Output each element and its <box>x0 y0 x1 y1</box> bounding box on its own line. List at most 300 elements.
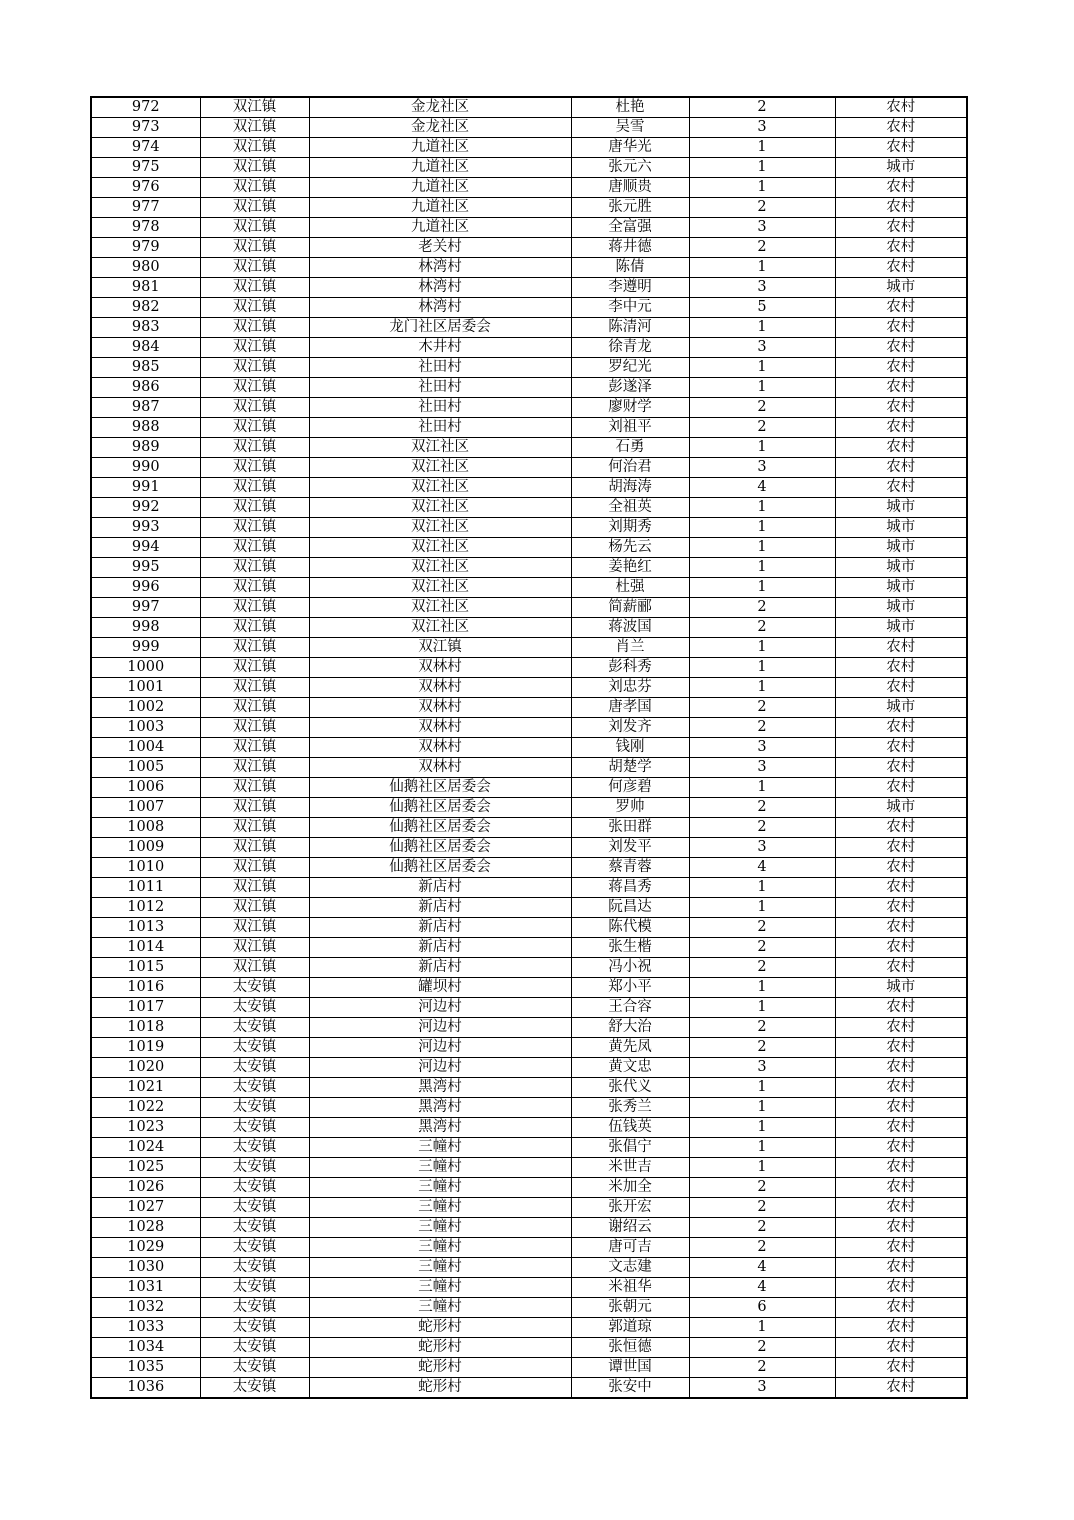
village-cell: 双林村 <box>309 738 571 758</box>
name-cell: 杨先云 <box>571 538 689 558</box>
row-number-cell: 988 <box>91 418 200 438</box>
row-number-cell: 974 <box>91 138 200 158</box>
village-cell: 社田村 <box>309 398 571 418</box>
name-cell: 罗帅 <box>571 798 689 818</box>
row-number-cell: 1016 <box>91 978 200 998</box>
type-cell: 农村 <box>835 1178 967 1198</box>
name-cell: 唐孝国 <box>571 698 689 718</box>
table-row <box>91 738 967 758</box>
town-cell: 太安镇 <box>200 1118 309 1138</box>
town-cell: 双江镇 <box>200 918 309 938</box>
village-cell: 三幢村 <box>309 1258 571 1278</box>
name-cell: 张生楷 <box>571 938 689 958</box>
row-number-cell: 999 <box>91 638 200 658</box>
town-cell: 双江镇 <box>200 738 309 758</box>
type-cell: 农村 <box>835 998 967 1018</box>
row-number-cell: 1009 <box>91 838 200 858</box>
town-cell: 太安镇 <box>200 978 309 998</box>
name-cell: 何彦碧 <box>571 778 689 798</box>
town-cell: 双江镇 <box>200 758 309 778</box>
village-cell: 仙鹅社区居委会 <box>309 838 571 858</box>
town-cell: 双江镇 <box>200 838 309 858</box>
count-cell: 1 <box>689 378 835 398</box>
village-cell: 河边村 <box>309 1018 571 1038</box>
village-cell: 黑湾村 <box>309 1098 571 1118</box>
town-cell: 双江镇 <box>200 518 309 538</box>
town-cell: 双江镇 <box>200 398 309 418</box>
town-cell: 双江镇 <box>200 478 309 498</box>
type-cell: 农村 <box>835 878 967 898</box>
type-cell: 农村 <box>835 718 967 738</box>
village-cell: 三幢村 <box>309 1158 571 1178</box>
name-cell: 全富强 <box>571 218 689 238</box>
table-row <box>91 358 967 378</box>
name-cell: 张秀兰 <box>571 1098 689 1118</box>
row-number-cell: 1008 <box>91 818 200 838</box>
count-cell: 3 <box>689 838 835 858</box>
type-cell: 城市 <box>835 578 967 598</box>
table-row <box>91 1098 967 1118</box>
name-cell: 蒋昌秀 <box>571 878 689 898</box>
type-cell: 城市 <box>835 618 967 638</box>
town-cell: 太安镇 <box>200 1358 309 1378</box>
table-row <box>91 1118 967 1138</box>
table-row <box>91 878 967 898</box>
count-cell: 1 <box>689 498 835 518</box>
town-cell: 双江镇 <box>200 298 309 318</box>
table-row <box>91 238 967 258</box>
row-number-cell: 1032 <box>91 1298 200 1318</box>
village-cell: 仙鹅社区居委会 <box>309 778 571 798</box>
village-cell: 社田村 <box>309 418 571 438</box>
village-cell: 老关村 <box>309 238 571 258</box>
village-cell: 仙鹅社区居委会 <box>309 798 571 818</box>
row-number-cell: 1028 <box>91 1218 200 1238</box>
name-cell: 彭科秀 <box>571 658 689 678</box>
town-cell: 双江镇 <box>200 638 309 658</box>
name-cell: 黄文忠 <box>571 1058 689 1078</box>
town-cell: 双江镇 <box>200 218 309 238</box>
table-row <box>91 1238 967 1258</box>
type-cell: 农村 <box>835 218 967 238</box>
count-cell: 3 <box>689 118 835 138</box>
count-cell: 1 <box>689 518 835 538</box>
table-row <box>91 258 967 278</box>
row-number-cell: 1002 <box>91 698 200 718</box>
row-number-cell: 985 <box>91 358 200 378</box>
count-cell: 6 <box>689 1298 835 1318</box>
table-row <box>91 1138 967 1158</box>
village-cell: 金龙社区 <box>309 118 571 138</box>
table-row <box>91 858 967 878</box>
row-number-cell: 993 <box>91 518 200 538</box>
count-cell: 1 <box>689 1098 835 1118</box>
village-cell: 仙鹅社区居委会 <box>309 858 571 878</box>
village-cell: 林湾村 <box>309 298 571 318</box>
type-cell: 农村 <box>835 958 967 978</box>
table-row <box>91 198 967 218</box>
count-cell: 2 <box>689 238 835 258</box>
table-row <box>91 1258 967 1278</box>
row-number-cell: 1010 <box>91 858 200 878</box>
type-cell: 农村 <box>835 918 967 938</box>
type-cell: 城市 <box>835 498 967 518</box>
count-cell: 2 <box>689 198 835 218</box>
table-row <box>91 1038 967 1058</box>
row-number-cell: 981 <box>91 278 200 298</box>
town-cell: 太安镇 <box>200 1318 309 1338</box>
town-cell: 太安镇 <box>200 1038 309 1058</box>
type-cell: 农村 <box>835 178 967 198</box>
table-row <box>91 118 967 138</box>
table-row <box>91 438 967 458</box>
table-row <box>91 678 967 698</box>
type-cell: 农村 <box>835 318 967 338</box>
table-row <box>91 398 967 418</box>
count-cell: 3 <box>689 1378 835 1399</box>
row-number-cell: 1033 <box>91 1318 200 1338</box>
town-cell: 太安镇 <box>200 1058 309 1078</box>
type-cell: 农村 <box>835 658 967 678</box>
row-number-cell: 979 <box>91 238 200 258</box>
row-number-cell: 995 <box>91 558 200 578</box>
table-row <box>91 898 967 918</box>
type-cell: 农村 <box>835 398 967 418</box>
row-number-cell: 1001 <box>91 678 200 698</box>
name-cell: 廖财学 <box>571 398 689 418</box>
table-row <box>91 1298 967 1318</box>
table-row <box>91 638 967 658</box>
row-number-cell: 972 <box>91 97 200 118</box>
town-cell: 双江镇 <box>200 898 309 918</box>
count-cell: 2 <box>689 698 835 718</box>
name-cell: 蔡青蓉 <box>571 858 689 878</box>
table-row <box>91 978 967 998</box>
village-cell: 双林村 <box>309 758 571 778</box>
table-row <box>91 1338 967 1358</box>
table-row <box>91 278 967 298</box>
row-number-cell: 1036 <box>91 1378 200 1399</box>
village-cell: 龙门社区居委会 <box>309 318 571 338</box>
row-number-cell: 1019 <box>91 1038 200 1058</box>
town-cell: 双江镇 <box>200 678 309 698</box>
town-cell: 双江镇 <box>200 598 309 618</box>
town-cell: 双江镇 <box>200 458 309 478</box>
table-row <box>91 658 967 678</box>
table-row <box>91 298 967 318</box>
town-cell: 双江镇 <box>200 578 309 598</box>
village-cell: 新店村 <box>309 958 571 978</box>
town-cell: 双江镇 <box>200 358 309 378</box>
table-row <box>91 798 967 818</box>
table-row <box>91 578 967 598</box>
town-cell: 双江镇 <box>200 258 309 278</box>
table-row <box>91 1358 967 1378</box>
table-row <box>91 178 967 198</box>
type-cell: 城市 <box>835 558 967 578</box>
village-cell: 林湾村 <box>309 278 571 298</box>
row-number-cell: 983 <box>91 318 200 338</box>
table-row <box>91 698 967 718</box>
town-cell: 太安镇 <box>200 1198 309 1218</box>
name-cell: 张朝元 <box>571 1298 689 1318</box>
count-cell: 2 <box>689 958 835 978</box>
count-cell: 2 <box>689 1018 835 1038</box>
village-cell: 蛇形村 <box>309 1338 571 1358</box>
type-cell: 农村 <box>835 1038 967 1058</box>
village-cell: 社田村 <box>309 378 571 398</box>
table-row <box>91 1078 967 1098</box>
name-cell: 伍钱英 <box>571 1118 689 1138</box>
row-number-cell: 1023 <box>91 1118 200 1138</box>
village-cell: 双江社区 <box>309 438 571 458</box>
type-cell: 农村 <box>835 238 967 258</box>
table-row <box>91 1058 967 1078</box>
type-cell: 农村 <box>835 378 967 398</box>
town-cell: 双江镇 <box>200 878 309 898</box>
name-cell: 杜艳 <box>571 97 689 118</box>
type-cell: 农村 <box>835 898 967 918</box>
name-cell: 蒋波国 <box>571 618 689 638</box>
name-cell: 阮昌达 <box>571 898 689 918</box>
name-cell: 舒大治 <box>571 1018 689 1038</box>
row-number-cell: 1027 <box>91 1198 200 1218</box>
name-cell: 唐可吉 <box>571 1238 689 1258</box>
town-cell: 双江镇 <box>200 498 309 518</box>
name-cell: 肖兰 <box>571 638 689 658</box>
row-number-cell: 1017 <box>91 998 200 1018</box>
row-number-cell: 986 <box>91 378 200 398</box>
type-cell: 农村 <box>835 118 967 138</box>
type-cell: 农村 <box>835 97 967 118</box>
count-cell: 1 <box>689 578 835 598</box>
row-number-cell: 978 <box>91 218 200 238</box>
name-cell: 张元六 <box>571 158 689 178</box>
count-cell: 1 <box>689 978 835 998</box>
table-row <box>91 1278 967 1298</box>
village-cell: 黑湾村 <box>309 1118 571 1138</box>
row-number-cell: 982 <box>91 298 200 318</box>
type-cell: 农村 <box>835 458 967 478</box>
town-cell: 太安镇 <box>200 1378 309 1399</box>
village-cell: 新店村 <box>309 938 571 958</box>
count-cell: 1 <box>689 678 835 698</box>
type-cell: 城市 <box>835 158 967 178</box>
town-cell: 太安镇 <box>200 1258 309 1278</box>
village-cell: 三幢村 <box>309 1278 571 1298</box>
count-cell: 4 <box>689 1278 835 1298</box>
name-cell: 张元胜 <box>571 198 689 218</box>
row-number-cell: 1035 <box>91 1358 200 1378</box>
name-cell: 简薪郦 <box>571 598 689 618</box>
count-cell: 1 <box>689 138 835 158</box>
village-cell: 九道社区 <box>309 158 571 178</box>
row-number-cell: 1020 <box>91 1058 200 1078</box>
type-cell: 农村 <box>835 838 967 858</box>
type-cell: 农村 <box>835 1278 967 1298</box>
name-cell: 郑小平 <box>571 978 689 998</box>
count-cell: 1 <box>689 658 835 678</box>
name-cell: 李遵明 <box>571 278 689 298</box>
table-row <box>91 1158 967 1178</box>
table-row <box>91 138 967 158</box>
table-body <box>91 97 967 1398</box>
type-cell: 农村 <box>835 1338 967 1358</box>
count-cell: 1 <box>689 1158 835 1178</box>
count-cell: 1 <box>689 158 835 178</box>
table-row <box>91 1378 967 1399</box>
town-cell: 双江镇 <box>200 378 309 398</box>
name-cell: 文志建 <box>571 1258 689 1278</box>
name-cell: 罗纪光 <box>571 358 689 378</box>
town-cell: 太安镇 <box>200 1218 309 1238</box>
table-row <box>91 378 967 398</box>
name-cell: 陈清河 <box>571 318 689 338</box>
row-number-cell: 977 <box>91 198 200 218</box>
town-cell: 双江镇 <box>200 418 309 438</box>
table-row <box>91 318 967 338</box>
count-cell: 3 <box>689 758 835 778</box>
table-row <box>91 1218 967 1238</box>
count-cell: 3 <box>689 338 835 358</box>
row-number-cell: 980 <box>91 258 200 278</box>
village-cell: 河边村 <box>309 998 571 1018</box>
table-row <box>91 558 967 578</box>
row-number-cell: 997 <box>91 598 200 618</box>
town-cell: 双江镇 <box>200 818 309 838</box>
town-cell: 双江镇 <box>200 558 309 578</box>
town-cell: 双江镇 <box>200 438 309 458</box>
count-cell: 1 <box>689 1118 835 1138</box>
village-cell: 黑湾村 <box>309 1078 571 1098</box>
row-number-cell: 1026 <box>91 1178 200 1198</box>
count-cell: 2 <box>689 1178 835 1198</box>
town-cell: 双江镇 <box>200 158 309 178</box>
table-row <box>91 1198 967 1218</box>
count-cell: 1 <box>689 538 835 558</box>
table-row <box>91 418 967 438</box>
name-cell: 张恒德 <box>571 1338 689 1358</box>
name-cell: 张开宏 <box>571 1198 689 1218</box>
village-cell: 双江社区 <box>309 478 571 498</box>
village-cell: 金龙社区 <box>309 97 571 118</box>
row-number-cell: 987 <box>91 398 200 418</box>
type-cell: 农村 <box>835 738 967 758</box>
row-number-cell: 1000 <box>91 658 200 678</box>
town-cell: 太安镇 <box>200 1178 309 1198</box>
town-cell: 双江镇 <box>200 798 309 818</box>
village-cell: 新店村 <box>309 878 571 898</box>
count-cell: 2 <box>689 598 835 618</box>
table-row <box>91 778 967 798</box>
type-cell: 农村 <box>835 1378 967 1399</box>
town-cell: 双江镇 <box>200 318 309 338</box>
row-number-cell: 1004 <box>91 738 200 758</box>
count-cell: 1 <box>689 898 835 918</box>
table-row <box>91 718 967 738</box>
name-cell: 米祖华 <box>571 1278 689 1298</box>
name-cell: 米世吉 <box>571 1158 689 1178</box>
count-cell: 2 <box>689 97 835 118</box>
type-cell: 农村 <box>835 1298 967 1318</box>
count-cell: 1 <box>689 778 835 798</box>
table-row <box>91 758 967 778</box>
type-cell: 农村 <box>835 1358 967 1378</box>
row-number-cell: 1014 <box>91 938 200 958</box>
count-cell: 1 <box>689 178 835 198</box>
type-cell: 农村 <box>835 1118 967 1138</box>
name-cell: 刘忠芬 <box>571 678 689 698</box>
town-cell: 双江镇 <box>200 278 309 298</box>
town-cell: 太安镇 <box>200 1018 309 1038</box>
village-cell: 三幢村 <box>309 1178 571 1198</box>
table-row <box>91 998 967 1018</box>
type-cell: 农村 <box>835 1238 967 1258</box>
type-cell: 城市 <box>835 598 967 618</box>
table-row <box>91 218 967 238</box>
row-number-cell: 1018 <box>91 1018 200 1038</box>
type-cell: 农村 <box>835 258 967 278</box>
row-number-cell: 973 <box>91 118 200 138</box>
name-cell: 全祖英 <box>571 498 689 518</box>
town-cell: 双江镇 <box>200 778 309 798</box>
village-cell: 木井村 <box>309 338 571 358</box>
name-cell: 刘发平 <box>571 838 689 858</box>
village-cell: 河边村 <box>309 1058 571 1078</box>
town-cell: 双江镇 <box>200 658 309 678</box>
count-cell: 2 <box>689 938 835 958</box>
type-cell: 农村 <box>835 1078 967 1098</box>
name-cell: 刘发齐 <box>571 718 689 738</box>
name-cell: 李中元 <box>571 298 689 318</box>
row-number-cell: 1007 <box>91 798 200 818</box>
row-number-cell: 989 <box>91 438 200 458</box>
village-cell: 蛇形村 <box>309 1358 571 1378</box>
row-number-cell: 992 <box>91 498 200 518</box>
name-cell: 张田群 <box>571 818 689 838</box>
count-cell: 2 <box>689 1238 835 1258</box>
village-cell: 九道社区 <box>309 218 571 238</box>
name-cell: 陈代模 <box>571 918 689 938</box>
table-row <box>91 158 967 178</box>
name-cell: 彭遂泽 <box>571 378 689 398</box>
town-cell: 双江镇 <box>200 618 309 638</box>
row-number-cell: 991 <box>91 478 200 498</box>
village-cell: 双林村 <box>309 718 571 738</box>
count-cell: 2 <box>689 1198 835 1218</box>
town-cell: 双江镇 <box>200 538 309 558</box>
village-cell: 三幢村 <box>309 1218 571 1238</box>
village-cell: 双江社区 <box>309 618 571 638</box>
type-cell: 农村 <box>835 1138 967 1158</box>
row-number-cell: 990 <box>91 458 200 478</box>
count-cell: 1 <box>689 1138 835 1158</box>
count-cell: 1 <box>689 998 835 1018</box>
name-cell: 石勇 <box>571 438 689 458</box>
village-cell: 罐坝村 <box>309 978 571 998</box>
town-cell: 双江镇 <box>200 698 309 718</box>
count-cell: 2 <box>689 718 835 738</box>
town-cell: 太安镇 <box>200 1138 309 1158</box>
name-cell: 姜艳红 <box>571 558 689 578</box>
town-cell: 双江镇 <box>200 138 309 158</box>
type-cell: 城市 <box>835 978 967 998</box>
type-cell: 农村 <box>835 678 967 698</box>
count-cell: 2 <box>689 798 835 818</box>
village-cell: 双江社区 <box>309 598 571 618</box>
count-cell: 1 <box>689 438 835 458</box>
type-cell: 城市 <box>835 698 967 718</box>
